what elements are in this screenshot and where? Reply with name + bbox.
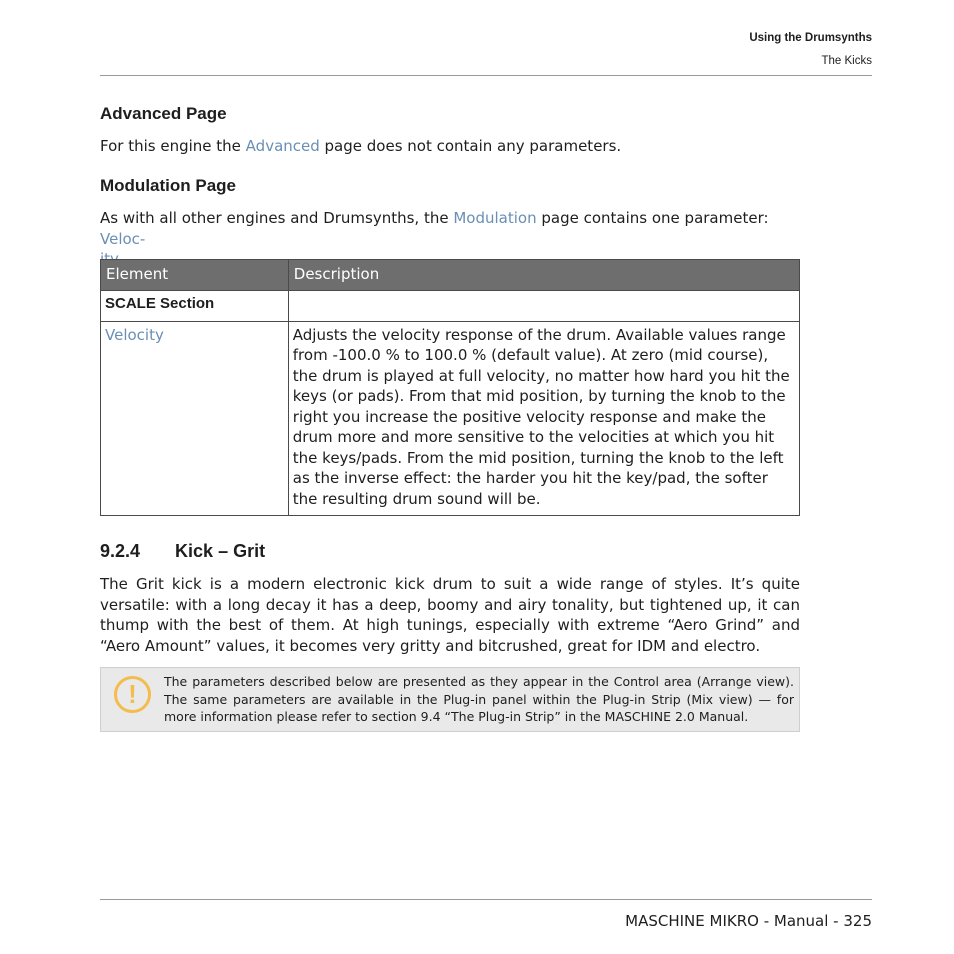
table-header-description: Description <box>288 260 799 291</box>
description-cell: Adjusts the velocity response of the drum. Available values range from -100.0 % to 100.0 % (default value). At zero (mid course), the drum is played at full velocity, no matter how hard you hit the keys (or pads). From that mid position, by turning the knob to the right you increase the positive velocity response and make the drum more and more sensitive to the velocities at which you hit the keys/pads. From the mid position, turning the knob to the left as the inverse effect: the harder you hit the key/pad, the softer the resulting drum sound will be. <box>288 321 799 516</box>
footer-page-label: MASCHINE MIKRO - Manual - 325 <box>625 912 872 930</box>
kick-grit-body: The Grit kick is a modern electronic kick drum to suit a wide range of styles. It’s quite versatile: with a long decay it has a deep, boomy and airy tonality, but tightened up, it can thump with the best of them. At high tunings, especially with extreme “Aero Grind” and “Aero Amount” values, it becomes very gritty and bitcrushed, great for IDM and electro. <box>100 575 800 655</box>
modulation-link[interactable]: Modulation <box>453 209 537 227</box>
section-cell: SCALE Section <box>101 291 289 322</box>
table-row <box>101 321 800 516</box>
section-title: Kick – Grit <box>175 541 266 561</box>
table-section-row <box>101 291 800 322</box>
note-box <box>100 667 800 732</box>
header-rule <box>100 75 872 76</box>
exclamation-icon: ! <box>114 676 151 713</box>
modulation-page-heading: Modulation Page <box>100 176 236 195</box>
advanced-text-after: page does not contain any parameters. <box>319 137 622 155</box>
advanced-page-paragraph <box>100 136 800 157</box>
element-cell <box>101 321 289 516</box>
advanced-text-before: For this engine the <box>100 137 246 155</box>
modulation-text-before: As with all other engines and Drumsynths, the <box>100 209 454 227</box>
parameter-table <box>100 259 800 516</box>
header-chapter: Using the Drumsynths <box>749 32 872 44</box>
footer-rule <box>100 899 872 900</box>
section-number: 9.2.4 <box>100 541 141 561</box>
advanced-link[interactable]: Advanced <box>245 137 320 155</box>
velocity-link-part1[interactable]: Veloc- <box>100 229 146 248</box>
table-header-row <box>101 260 800 291</box>
header-section: The Kicks <box>821 55 872 67</box>
kick-grit-heading <box>100 541 265 562</box>
table-header-element: Element <box>101 260 289 291</box>
section-empty-cell <box>288 291 799 322</box>
advanced-page-heading: Advanced Page <box>100 104 227 123</box>
velocity-element-link[interactable]: Velocity <box>105 325 164 344</box>
note-text: The parameters described below are presented as they appear in the Control area (Arrange view). The same parameters are available in the Plug-in panel within the Plug-in Strip (Mix view) — for more information please refer to section 9.4 “The Plug-in Strip” in the MASCHINE 2.0 Manual. <box>164 674 794 724</box>
modulation-text-middle: page contains one parameter: <box>536 209 769 227</box>
